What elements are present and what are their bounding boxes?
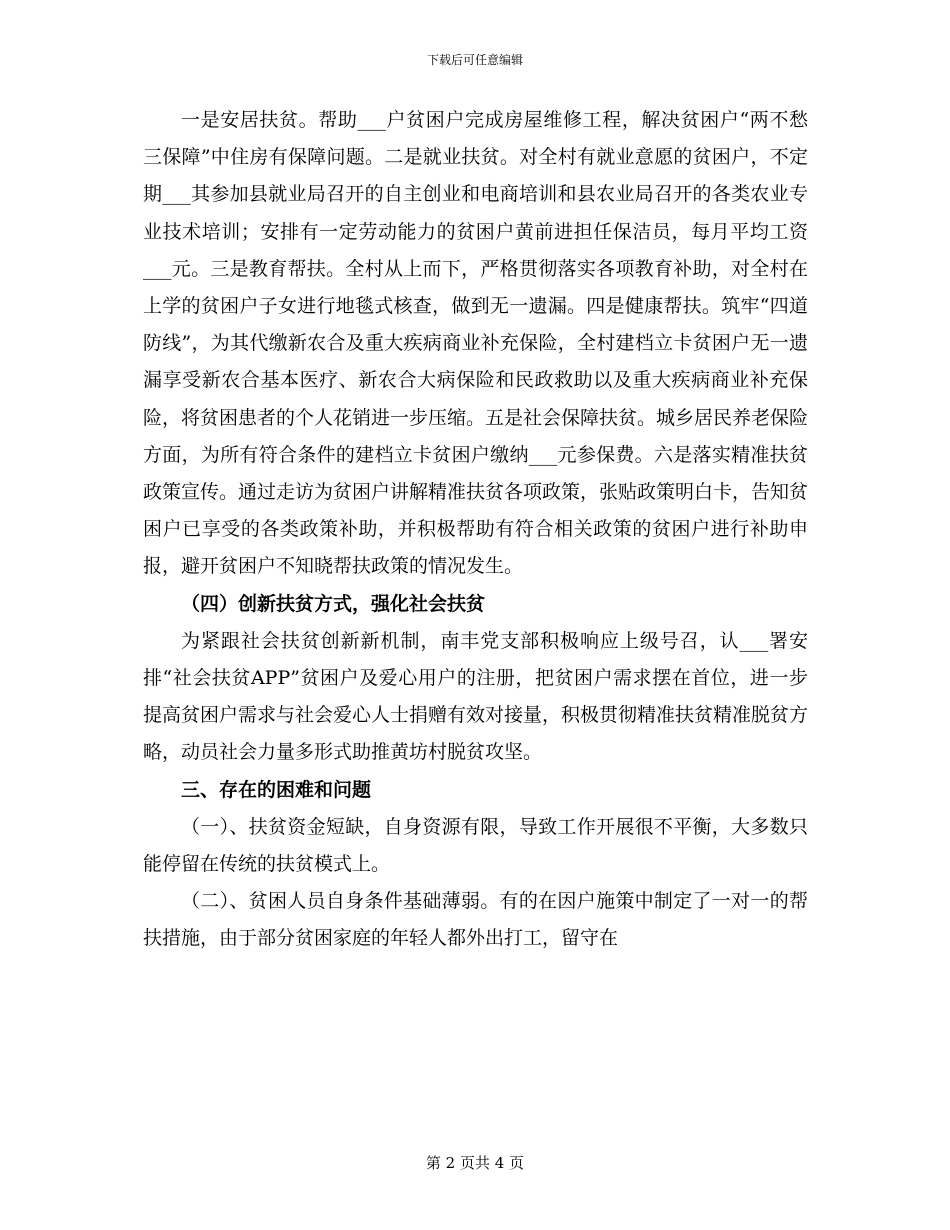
paragraph-weak-conditions: （二）、贫困人员自身条件基础薄弱。有的在因户施策中制定了一对一的帮扶措施，由于部分贫困家庭的年轻人都外出打工，留守在 [143, 890, 808, 950]
document-body [143, 102, 808, 958]
paragraph-funding-shortage: （一）、扶贫资金短缺，自身资源有限，导致工作开展很不平衡，大多数只能停留在传统的扶贫模式上。 [143, 815, 808, 876]
page-header: 下载后可任意编辑 [426, 53, 523, 67]
paragraph-social-poverty-alleviation: 为紧跟社会扶贫创新新机制，南丰党支部积极响应上级号召，认___署安排“社会扶贫APP”贫困户及爱心用户的注册，把贫困户需求摆在首位，进一步提高贫困户需求与社会爱心人士捐赠有效对接量，积极贯彻精准扶贫精准脱贫方略，动员社会力量多形式助推黄坊村脱贫攻坚。 [143, 629, 809, 764]
paragraph-poverty-measures: 一是安居扶贫。帮助___户贫困户完成房屋维修工程，解决贫困户“两不愁三保障”中住房有保障问题。二是就业扶贫。对全村有就业意愿的贫困户，不定期___其参加县就业局召开的自主创业和电商培训和县农业局召开的各类农业专业技术培训；安排有一定劳动能力的贫困户黄前进担任保洁员，每月平均工资___元。三是教育帮扶。全村从上而下，严格贯彻落实各项教育补助，对全村在上学的贫困户子女进行地毯式核查，做到无一遗漏。四是健康帮扶。筑牢“四道防线”，为其代缴新农合及重大疾病商业补充保险，全村建档立卡贫困户无一遗漏享受新农合基本医疗、新农合大病保险和民政救助以及重大疾病商业补充保险，将贫困患者的个人花销进一步压缩。五是社会保障扶贫。城乡居民养老保险方面，为所有符合条件的建档立卡贫困户缴纳___元参保费。六是落实精准扶贫政策宣传。通过走访为贫困户讲解精准扶贫各项政策，张贴政策明白卡，告知贫困户已享受的各类政策补助，并积极帮助有符合相关政策的贫困户进行补助申报，避开贫困户不知晓帮扶政策的情况发生。 [143, 109, 809, 578]
section-heading-difficulties: 三、存在的困难和问题 [181, 778, 372, 801]
section-heading-innovation: （四）创新扶贫方式，强化社会扶贫 [181, 592, 486, 615]
page-number: 第 2 页共 4 页 [425, 1154, 525, 1172]
